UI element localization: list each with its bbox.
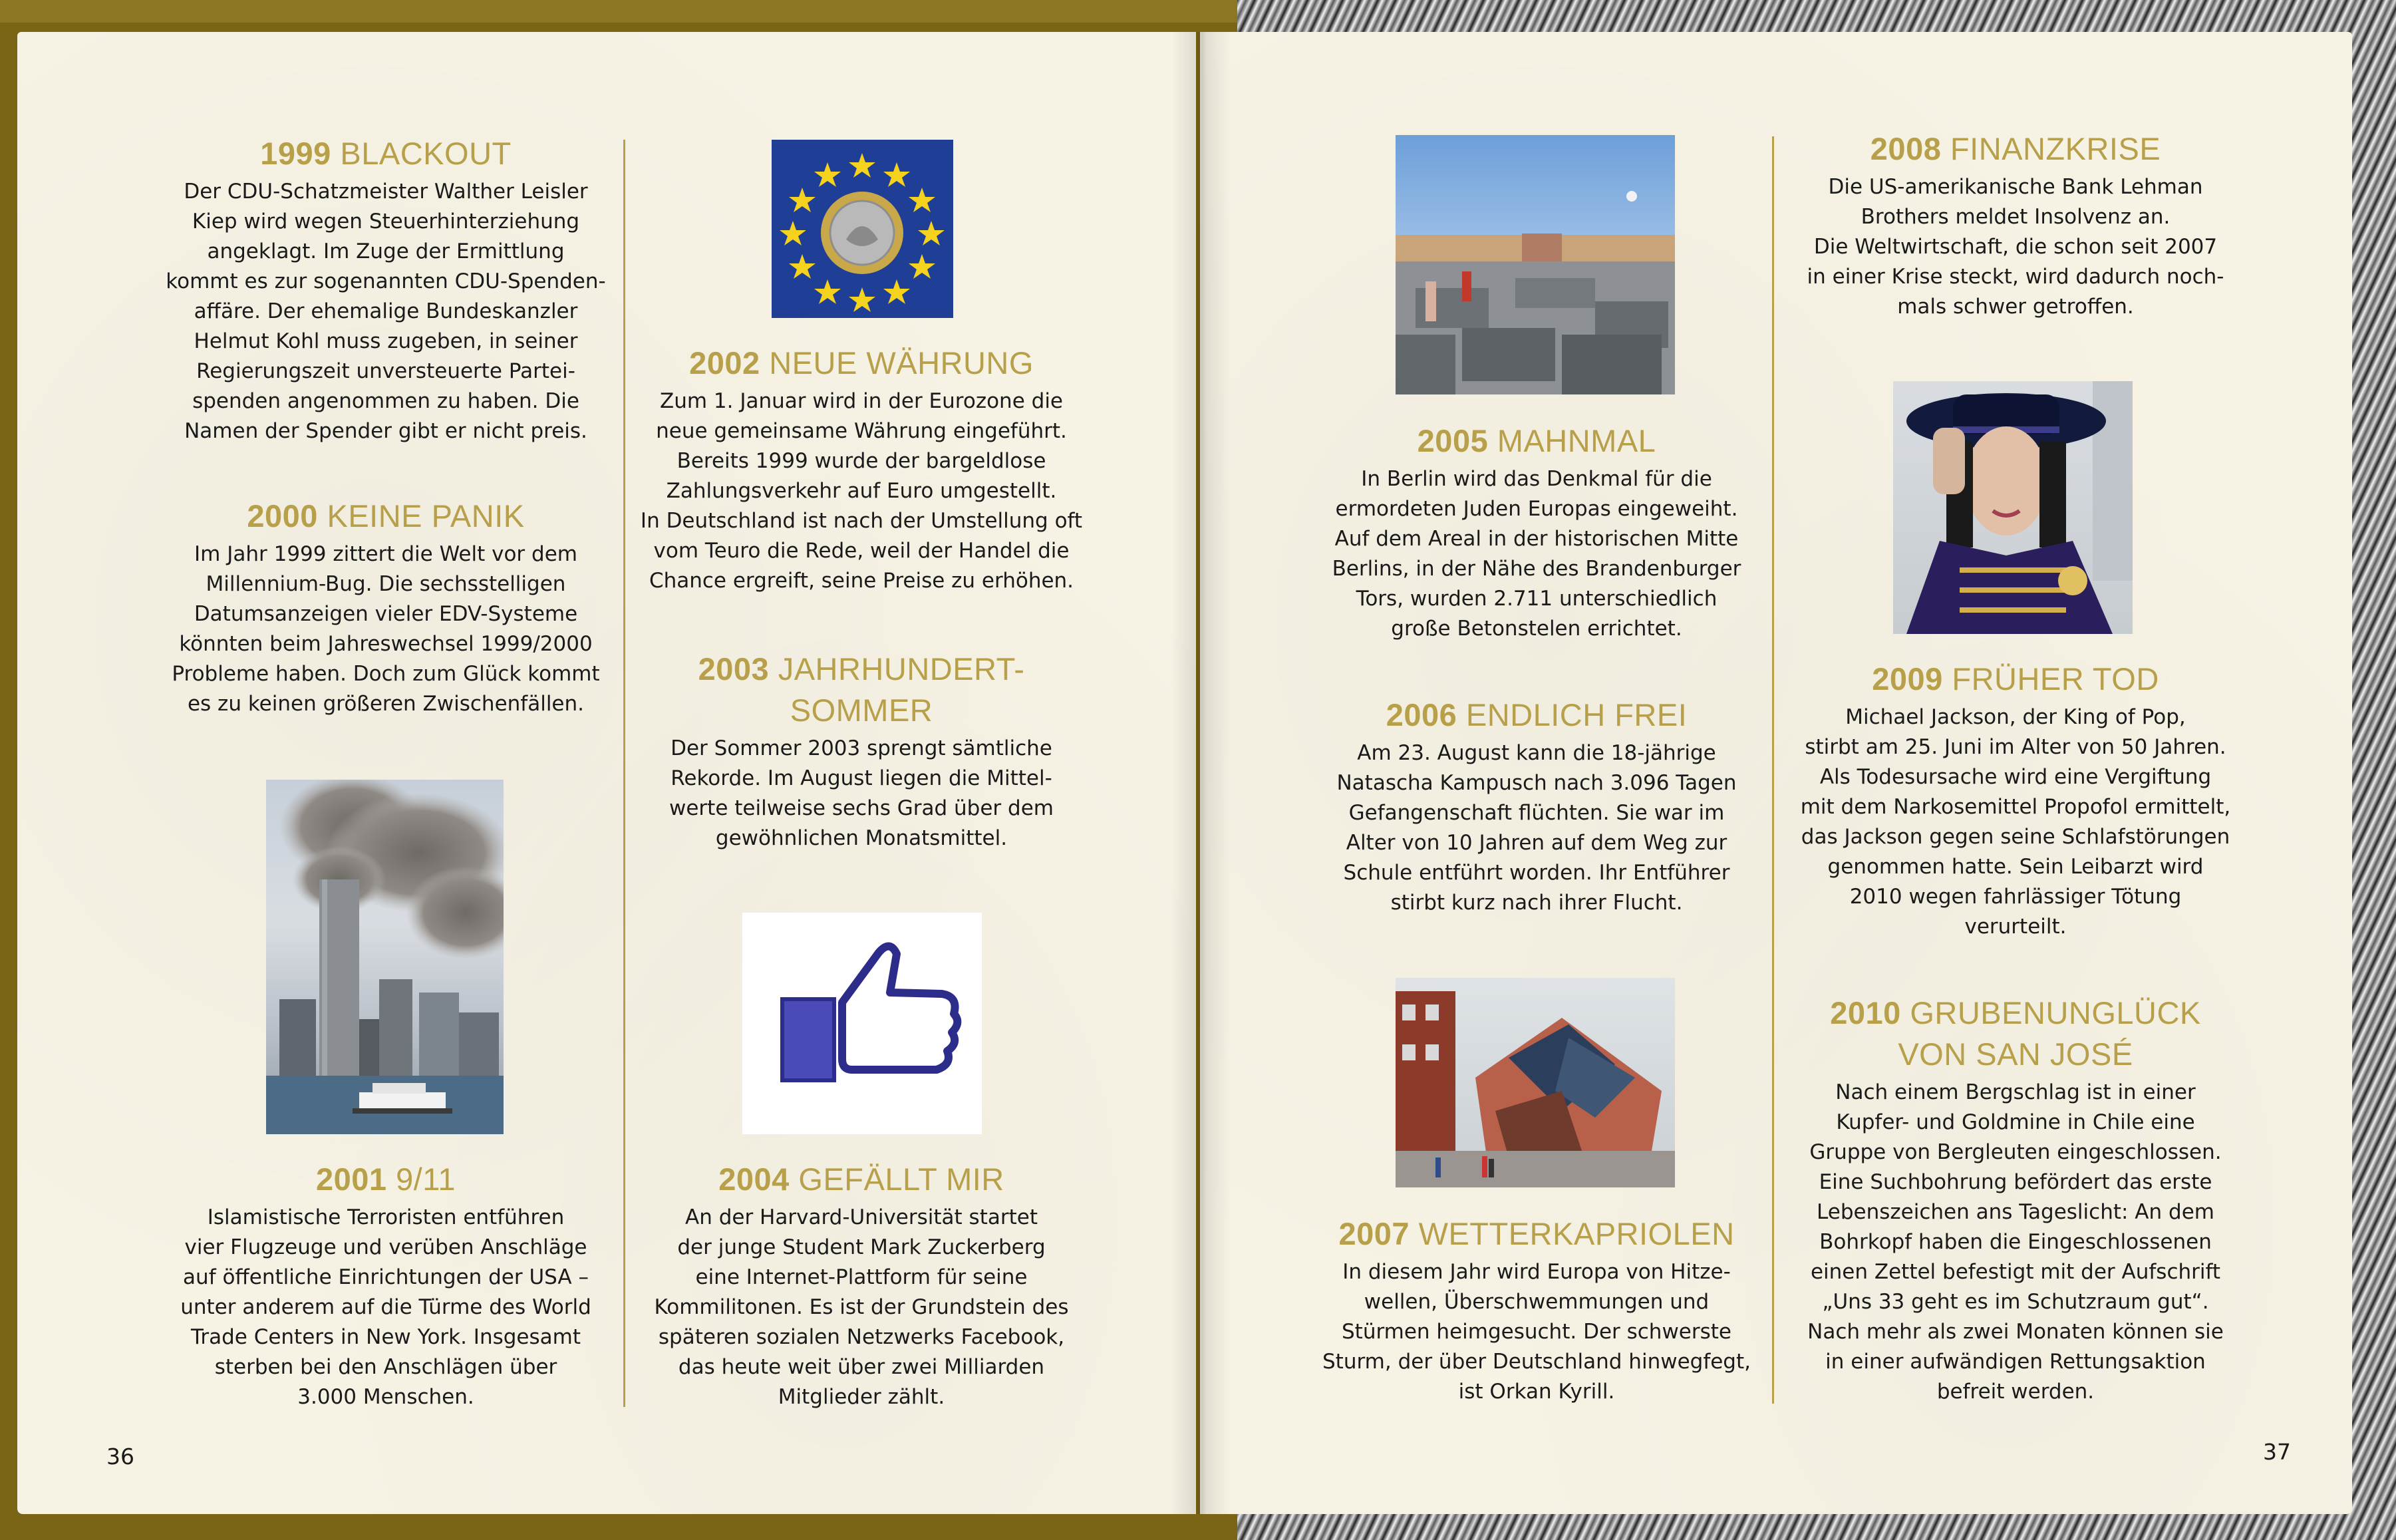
entry-heading: 2002 NEUE WÄHRUNG — [689, 345, 1034, 381]
entry-2008 — [1776, 128, 2255, 322]
entry-text: Die US-amerikanische Bank Lehman Brothers meldet Insolvenz an. Die Weltwirtschaft, die schon seit 2007 in einer Krise steckt, wird dadurch noch- mals schwer getroffen. — [1807, 175, 2224, 319]
entry-heading: 1999 BLACKOUT — [260, 136, 512, 171]
memorial-photo — [1396, 135, 1675, 394]
entry-text: Nach einem Bergschlag ist in einer Kupfer- und Goldmine in Chile eine Gruppe von Bergleuten eingeschlossen. Eine Suchbohrung befördert das erste Lebenszeichen ans Tageslicht: An dem Bohrkopf haben die Eingeschlossenen einen Zettel befestigt mit der Aufschrift „Uns 33 geht es im Schutzraum gut“. Nach mehr als zwei Monaten können sie in einer aufwändigen Rettungsaktion befreit werden. — [1807, 1080, 2224, 1404]
entry-heading: 2004 GEFÄLLT MIR — [718, 1161, 1004, 1197]
entry-text: Michael Jackson, der King of Pop, stirbt am 25. Juni im Alter von 50 Jahren. Als Todesursache wird eine Vergiftung mit dem Narkosemittel Propofol ermittelt, das Jackson gegen seine Schlafstörungen genommen hatte. Sein Leibarzt wird 2010 wegen fahrlässiger Tötung verurteilt. — [1800, 705, 2231, 939]
entry-heading: 2007 WETTERKAPRIOLEN — [1338, 1216, 1735, 1251]
column-divider-right — [1772, 136, 1774, 1404]
entry-2002 — [632, 343, 1091, 596]
entry-text: Der Sommer 2003 sprengt sämtliche Rekorde. Im August liegen die Mittel- werte teilweise sechs Grad über dem gewöhnlichen Monatsmittel. — [669, 736, 1054, 850]
entry-text: An der Harvard-Universität startet der junge Student Mark Zuckerberg eine Internet-Plattform für seine Kommilitonen. Es ist der Grundstein des späteren sozialen Netzwerks Facebook, das heute weit über zwei Milliarden Mitglieder zählt. — [654, 1205, 1069, 1409]
entry-text: In Berlin wird das Denkmal für die ermordeten Juden Europas eingeweiht. Auf dem Areal in der historischen Mitte Berlins, in der Nähe des Brandenburger Tors, wurden 2.711 unterschiedlich große Betonstelen errichtet. — [1332, 467, 1741, 641]
entry-heading: 2006 ENDLICH FREI — [1386, 697, 1688, 732]
entry-text: In diesem Jahr wird Europa von Hitze- wellen, Überschwemmungen und Stürmen heimgesucht. Der schwerste Sturm, der über Deutschland hinwegfegt, ist Orkan Kyrill. — [1322, 1260, 1751, 1404]
book-gutter-shadow — [1171, 32, 1231, 1514]
page-number-right: 37 — [2263, 1439, 2291, 1465]
entry-2004 — [632, 1159, 1091, 1412]
entry-heading: 2010 GRUBENUNGLÜCK VON SAN JOSÉ — [1830, 995, 2201, 1072]
facebook-like-icon — [742, 913, 982, 1134]
entry-text: Der CDU-Schatzmeister Walther Leisler Kiep wird wegen Steuerhinterziehung angeklagt. Im Zuge der Ermittlung kommt es zur sogenannten CDU-Spenden- affäre. Der ehemalige Bundeskanzler Helmut Kohl muss zugeben, in seiner Regierungszeit unversteuerte Partei- spenden angenommen zu haben. Die Namen der Spender gibt er nicht preis. — [166, 180, 606, 443]
entry-heading: 2008 FINANZKRISE — [1870, 131, 2161, 166]
entry-text: Im Jahr 1999 zittert die Welt vor dem Millennium-Bug. Die sechsstelligen Datumsanzeigen vieler EDV-Systeme könnten beim Jahreswechsel 1999/2000 Probleme haben. Doch zum Glück kommt es zu keinen größeren Zwischenfällen. — [172, 542, 600, 716]
entry-2003 — [632, 649, 1091, 853]
entry-2007 — [1304, 1213, 1769, 1407]
entry-text: Am 23. August kann die 18-jährige Natascha Kampusch nach 3.096 Tagen Gefangenschaft flüchten. Sie war im Alter von 10 Jahren auf dem Weg zur Schule entführt worden. Ihr Entführer stirbt kurz nach ihrer Flucht. — [1336, 741, 1737, 915]
entry-heading: 2000 KEINE PANIK — [247, 498, 525, 534]
entry-text: Zum 1. Januar wird in der Eurozone die neue gemeinsame Währung eingeführt. Bereits 1999 wurde der bargeldlose Zahlungsverkehr auf Euro umgestellt. In Deutschland ist nach der Umstellung oft vom Teuro die Rede, weil der Handel die Chance ergreift, seine Preise zu erhöhen. — [640, 389, 1083, 593]
entry-2009 — [1776, 659, 2255, 942]
entry-heading: 2005 MAHNMAL — [1417, 423, 1656, 458]
entry-2005 — [1304, 420, 1769, 644]
entry-heading: 2001 9/11 — [315, 1161, 456, 1197]
storm-damage-photo — [1396, 978, 1675, 1187]
euro-coin-photo — [772, 140, 953, 318]
entry-text: Islamistische Terroristen entführen vier Flugzeuge und verüben Anschläge auf öffentliche Einrichtungen der USA – unter anderem auf die Türme des World Trade Centers in New York. Insgesamt sterben bei den Anschlägen über 3.000 Menschen. — [180, 1205, 591, 1409]
book-cover-top-edge — [0, 0, 1237, 23]
entry-1999 — [146, 133, 625, 446]
entry-2006 — [1304, 694, 1769, 918]
entry-2001 — [146, 1159, 625, 1412]
wtc-photo — [266, 780, 504, 1134]
michael-jackson-photo — [1893, 381, 2133, 634]
entry-heading: 2003 JAHRHUNDERT- SOMMER — [698, 651, 1025, 728]
entry-2010 — [1776, 993, 2255, 1407]
page-number-left: 36 — [106, 1444, 134, 1469]
entry-heading: 2009 FRÜHER TOD — [1872, 661, 2159, 696]
entry-2000 — [146, 496, 625, 719]
